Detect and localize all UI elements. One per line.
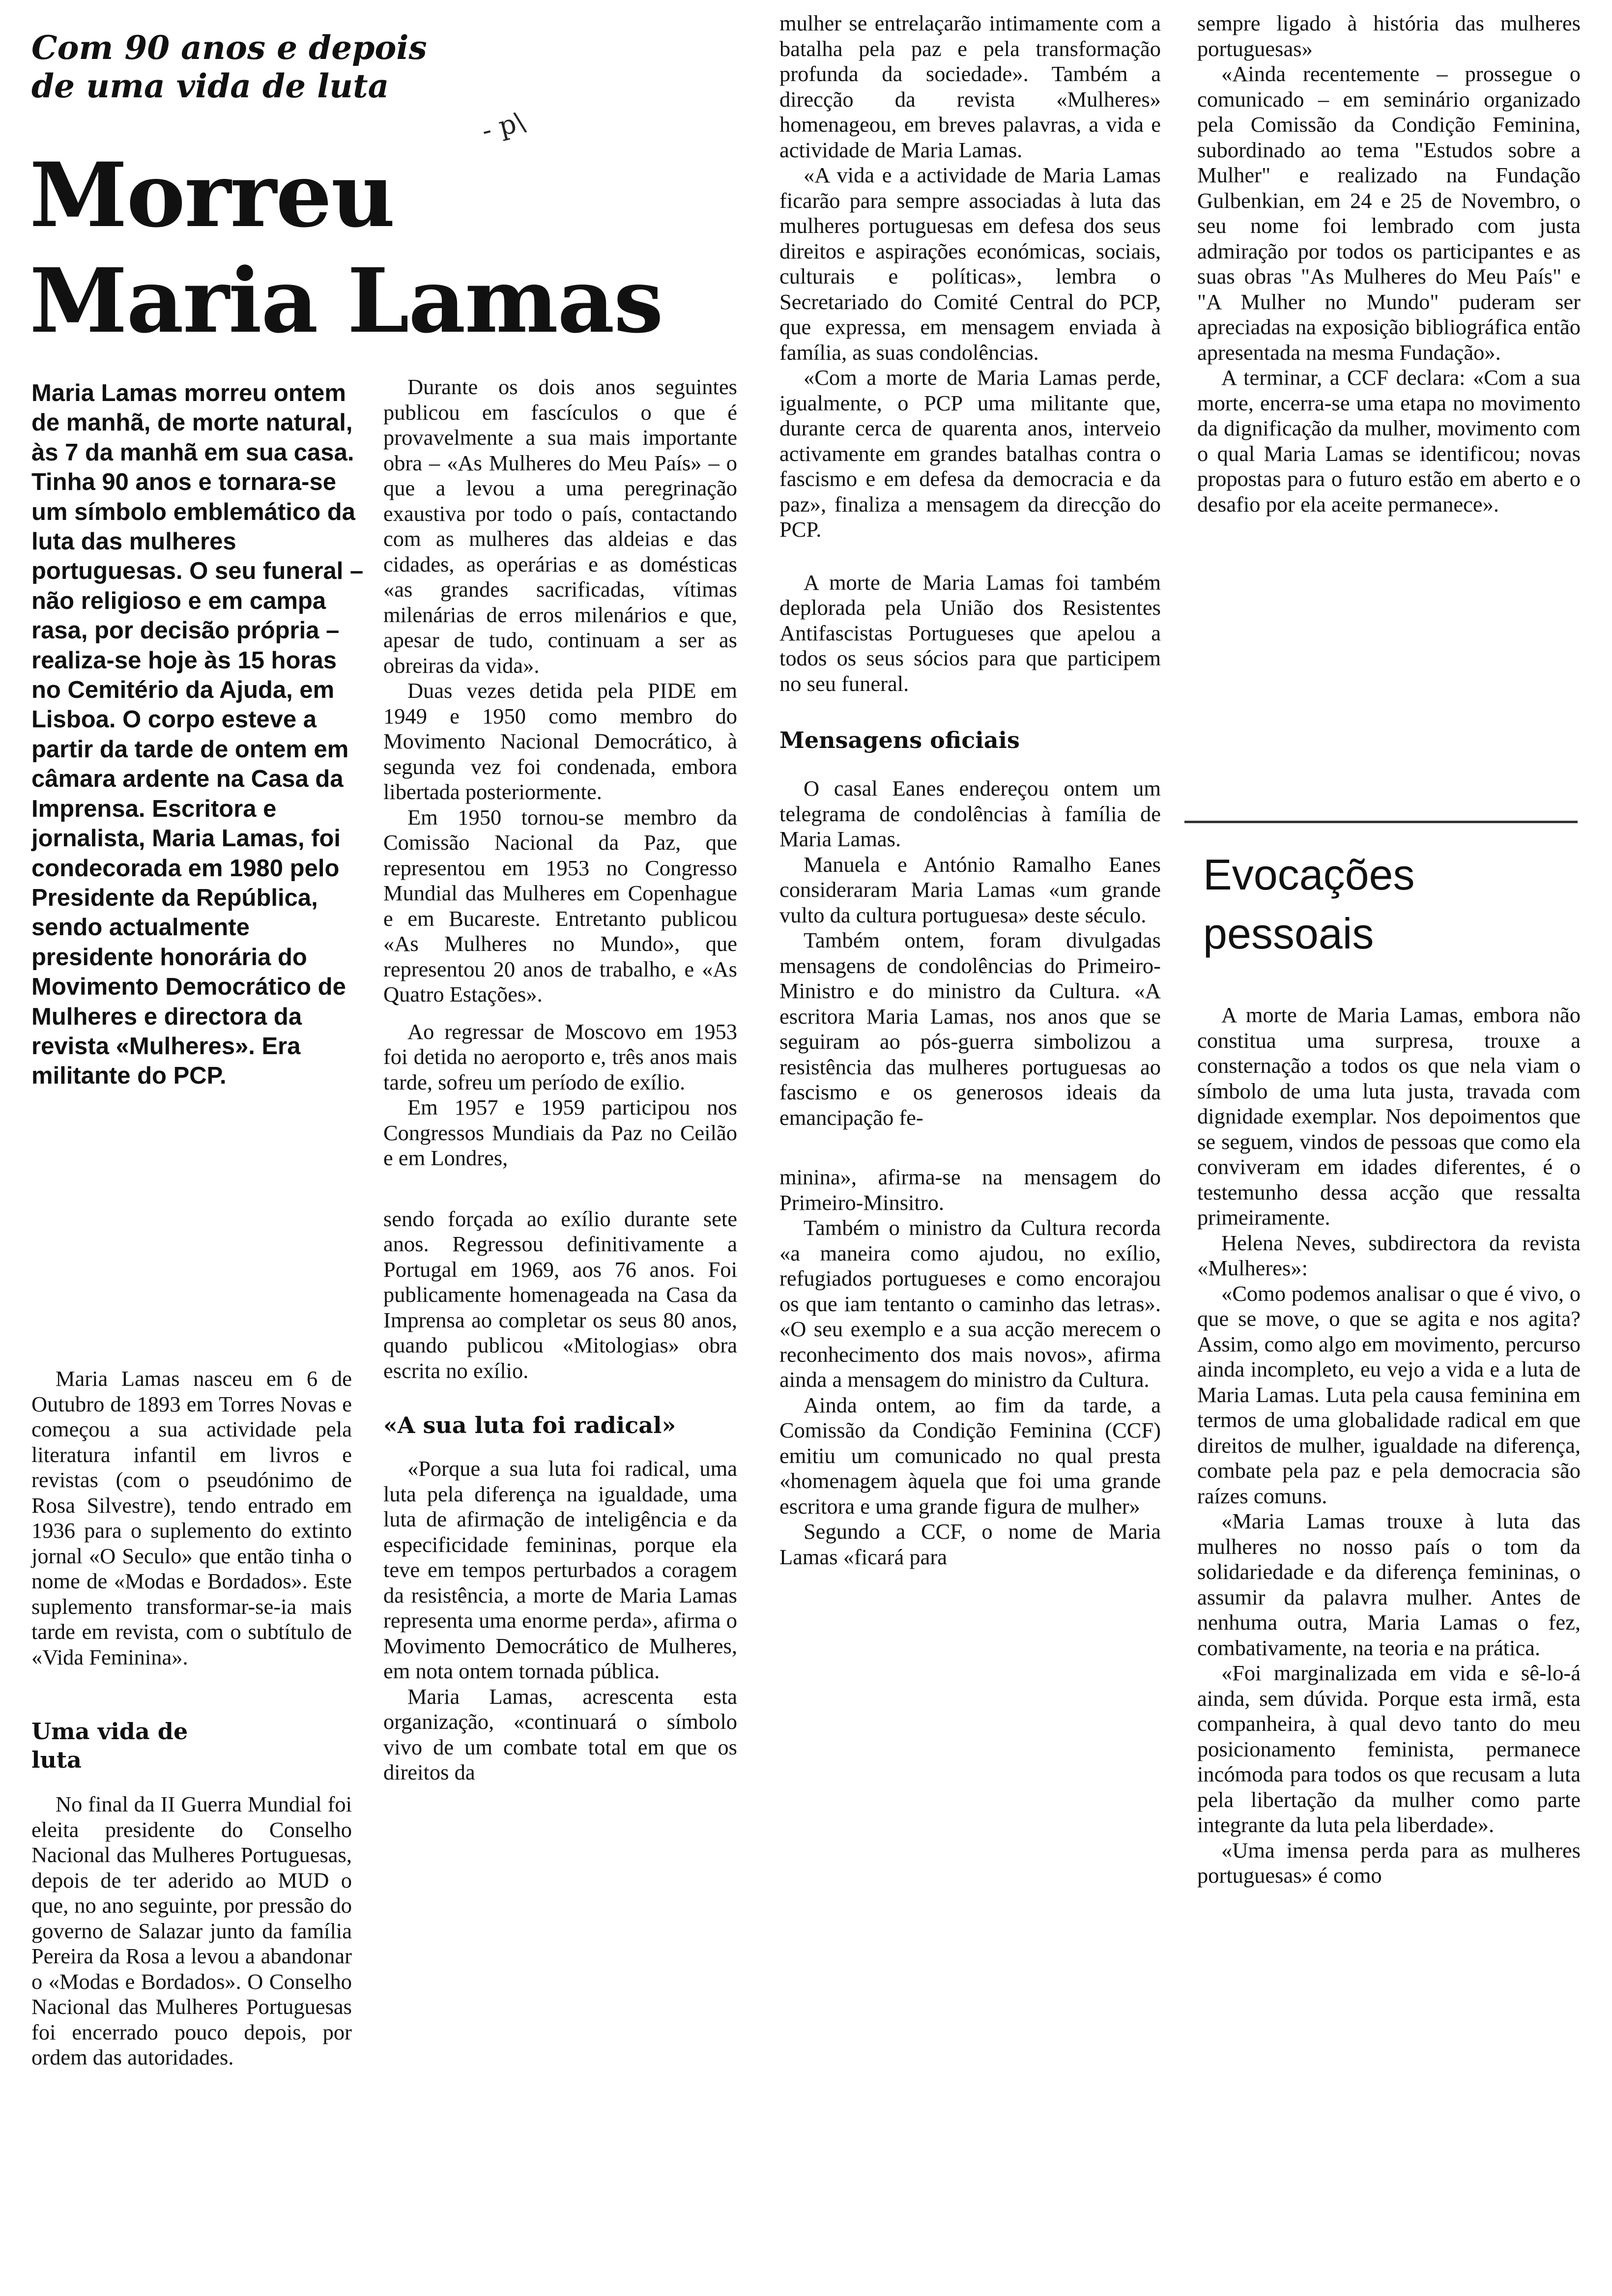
paragraph: «Porque a sua luta foi radical, uma luta pela diferença na igualdade, uma luta de afirmação de inteligência e da especificidade femininas, porque ela teve em tempos perturbados a coragem da resistência, a morte de Maria Lamas representa uma enorme perda», afirma o Movimento Democrático de Mulheres, em nota ontem tornada pública. <box>383 1456 737 1683</box>
paragraph: «A vida e a actividade de Maria Lamas ficarão para sempre associadas à luta das mulheres portuguesas em defesa dos seus direitos e aspirações económicas, sociais, culturais e políticas», lembra o Secretariado do Comité Central do PCP, que expressa, em mensagem enviada à família, as suas condolências. <box>779 163 1161 365</box>
paragraph: A morte de Maria Lamas, embora não constitua uma surpresa, trouxe a consternação a todos os que nela viam o símbolo de uma luta justa, travada com dignidade exemplar. Nos depoimentos que se seguem, vindos de pessoas que como ela conviveram em idades diferentes, é o testemunho dessa acção que ressalta primeiramente. <box>1197 1003 1581 1230</box>
paragraph: «Com a morte de Maria Lamas perde, igualmente, o PCP uma militante que, durante cerca de quarenta anos, interveio activamente em grandes batalhas contra o fascismo e em defesa da democracia e da paz», finaliza a mensagem da direcção do PCP. <box>779 365 1161 542</box>
headline-line-1: Morreu <box>29 144 395 247</box>
paragraph: A terminar, a CCF declara: «Com a sua morte, encerra-se uma etapa no movimento da dignificação da mulher, movimento com o qual Maria Lamas se identificou; novas propostas para o futuro estão em aberto e o desafio por ela aceite permanece». <box>1197 365 1581 517</box>
paragraph: mulher se entrelaçarão intimamente com a batalha pela paz e pela transformação profunda da sociedade». Também a direcção da revista «Mulheres» homenageou, em breves palavras, a vida e actividade de Maria Lamas. <box>779 11 1161 162</box>
column-4 <box>1197 11 1581 517</box>
paragraph: Segundo a CCF, o nome de Maria Lamas «ficará para <box>779 1519 1161 1569</box>
paragraph: O casal Eanes endereçou ontem um telegrama de condolências à família de Maria Lamas. <box>779 776 1161 851</box>
headline-line-2: Maria Lamas <box>29 249 663 353</box>
paragraph: sendo forçada ao exílio durante sete anos. Regressou definitivamente a Portugal em 1969, aos 76 anos. Foi publicamente homenageada na Casa da Imprensa ao completar os seus 80 anos, quando publicou «Mitologias» obra escrita no exílio. <box>383 1206 737 1383</box>
column-3 <box>779 11 1161 1570</box>
paragraph: Em 1957 e 1959 participou nos Congressos Mundiais da Paz no Ceilão e em Londres, <box>383 1095 737 1170</box>
column-2 <box>383 374 737 1785</box>
paragraph: Durante os dois anos seguintes publicou em fascículos o que é provavelmente a sua mais importante obra – «As Mulheres do Meu País» – o que a levou a uma peregrinação exaustiva por todo o país, contactando com as mulheres das aldeias e das cidades, as operárias e as domésticas «as grandes sacrificadas, vítimas milenárias de erros milenários e que, apesar de tudo, continuam a ser as obreiras da vida». <box>383 374 737 678</box>
paragraph: Maria Lamas, acrescenta esta organização, «continuará o símbolo vivo de um combate total em que os direitos da <box>383 1684 737 1784</box>
kicker-line-2: de uma vida de luta <box>31 67 389 105</box>
lede-paragraph: Maria Lamas morreu ontem de manhã, de morte natural, às 7 da manhã em sua casa. Tinha 90 anos e tornara-se um símbolo emblemático da luta das mulheres portuguesas. O seu funeral – não religioso e em campa rasa, por decisão própria – realiza-se hoje às 15 horas no Cemitério da Ajuda, em Lisboa. O corpo esteve a partir da tarde de ontem em câmara ardente na Casa da Imprensa. Escritora e jornalista, Maria Lamas, foi condecorada em 1980 pelo Presidente da República, sendo actualmente presidente honorária do Movimento Democrático de Mulheres e directora da revista «Mulheres». Era militante do PCP. <box>31 380 364 1090</box>
section-divider <box>1184 821 1578 823</box>
column-4-continued <box>1197 1003 1581 1889</box>
paragraph: Também o ministro da Cultura recorda «a maneira como ajudou, no exílio, refugiados portugueses e como encorajou os que iam tentanto o caminho das letras». «O seu exemplo e a sua acção merecem o reconhecimento dos mais novos», afirma ainda a mensagem do ministro da Cultura. <box>779 1215 1161 1392</box>
paragraph: minina», afirma-se na mensagem do Primeiro-Minsitro. <box>779 1165 1161 1215</box>
kicker-line-1: Com 90 anos e depois <box>31 29 427 67</box>
subhead-luta-radical: «A sua luta foi radical» <box>383 1412 676 1438</box>
paragraph: sempre ligado à história das mulheres portuguesas» <box>1197 11 1581 61</box>
subhead-mensagens-oficiais: Mensagens oficiais <box>779 727 1020 753</box>
paragraph: Em 1950 tornou-se membro da Comissão Nacional da Paz, que representou em 1953 no Congresso Mundial das Mulheres em Copenhague e em Bucareste. Entretanto publicou «As Mulheres no Mundo», que representou 20 anos de trabalho, e «As Quatro Estações». <box>383 804 737 1006</box>
headline <box>29 143 796 354</box>
paragraph: Maria Lamas nasceu em 6 de Outubro de 1893 em Torres Novas e começou a sua actividade pela literatura infantil em livros e revistas (com o pseudónimo de Rosa Silvestre), tendo entrado em 1936 para o suplemento do extinto jornal «O Seculo» que então tinha o nome de «Modas e Bordados». Este suplemento transformar-se-ia mais tarde em revista, com o subtítulo de «Vida Feminina». <box>31 1366 352 1669</box>
paragraph: No final da II Guerra Mundial foi eleita presidente do Conselho Nacional das Mulheres Portuguesas, depois de ter aderido ao MUD o que, no ano seguinte, por pressão do governo de Salazar junto da família Pereira da Rosa a levou a abandonar o «Modas e Bordados». O Conselho Nacional das Mulheres Portuguesas foi encerrado pouco depois, por ordem das autoridades. <box>31 1792 352 2069</box>
column-1 <box>31 1366 352 2070</box>
subhead-uma-vida: Uma vida de luta <box>31 1718 188 1773</box>
paragraph: Ainda ontem, ao fim da tarde, a Comissão da Condição Feminina (CCF) emitiu um comunicado no qual presta «homenagem àquela que foi uma grande escritora e uma grande figura de mulher» <box>779 1392 1161 1519</box>
paragraph: «Como podemos analisar o que é vivo, o que se move, o que se agita e nos agita? Assim, como algo em movimento, percurso ainda incompleto, eu vejo a vida e a luta de Maria Lamas. Luta pela causa feminina em termos de uma globalidade radical em que direitos de mulher, igualdade na diferença, combate pela paz e pela democracia são raízes comuns. <box>1197 1281 1581 1508</box>
margin-note: - p\ <box>478 106 528 146</box>
paragraph: «Foi marginalizada em vida e sê-lo-á ainda, sem dúvida. Porque esta irmã, esta companheira, à qual devo tanto do meu posicionamento feminista, permanece incómoda para todos os que recusam a luta pela libertação da mulher como parte integrante da luta pela liberdade». <box>1197 1661 1581 1837</box>
subhead-evocacoes-pessoais: Evocações pessoais <box>1203 850 1415 958</box>
paragraph: «Uma imensa perda para as mulheres portuguesas» é como <box>1197 1837 1581 1888</box>
paragraph: Duas vezes detida pela PIDE em 1949 e 1950 como membro do Movimento Nacional Democrático, à segunda vez foi condenada, embora libertada posteriormente. <box>383 678 737 804</box>
paragraph: Manuela e António Ramalho Eanes consideraram Maria Lamas «um grande vulto da cultura portuguesa» deste século. <box>779 852 1161 927</box>
kicker <box>31 29 523 105</box>
paragraph: «Maria Lamas trouxe à luta das mulheres no nosso país o tom da solidariedade e da diferença femininas, o assumir da palavra mulher. Antes de nenhuma outra, Maria Lamas o fez, combativamente, na teoria e na prática. <box>1197 1509 1581 1660</box>
paragraph: «Ainda recentemente – prossegue o comunicado – em seminário organizado pela Comissão da Condição Feminina, subordinado ao tema "Estudos sobre a Mulher" e realizado na Fundação Gulbenkian, em 24 e 25 de Novembro, o seu nome foi lembrado com justa admiração por todos os participantes e as suas obras "As Mulheres do Meu País" e "A Mulher no Mundo" puderam ser apreciadas na exposição bibliográfica então apresentada na mesma Fundação». <box>1197 61 1581 365</box>
paragraph: Também ontem, foram divulgadas mensagens de condolências do Primeiro-Ministro e do ministro da Cultura. «A escritora Maria Lamas, nos anos que se seguiram ao pós-guerra simbolizou a resistência das mulheres portuguesas ao fascismo e os generosos ideais da emancipação fe- <box>779 928 1161 1130</box>
paragraph: A morte de Maria Lamas foi também deplorada pela União dos Resistentes Antifascistas Portugueses que apelou a todos os seus sócios para que participem no seu funeral. <box>779 570 1161 696</box>
paragraph: Ao regressar de Moscovo em 1953 foi detida no aeroporto e, três anos mais tarde, sofreu um período de exílio. <box>383 1019 737 1094</box>
paragraph: Helena Neves, subdirectora da revista «Mulheres»: <box>1197 1230 1581 1280</box>
